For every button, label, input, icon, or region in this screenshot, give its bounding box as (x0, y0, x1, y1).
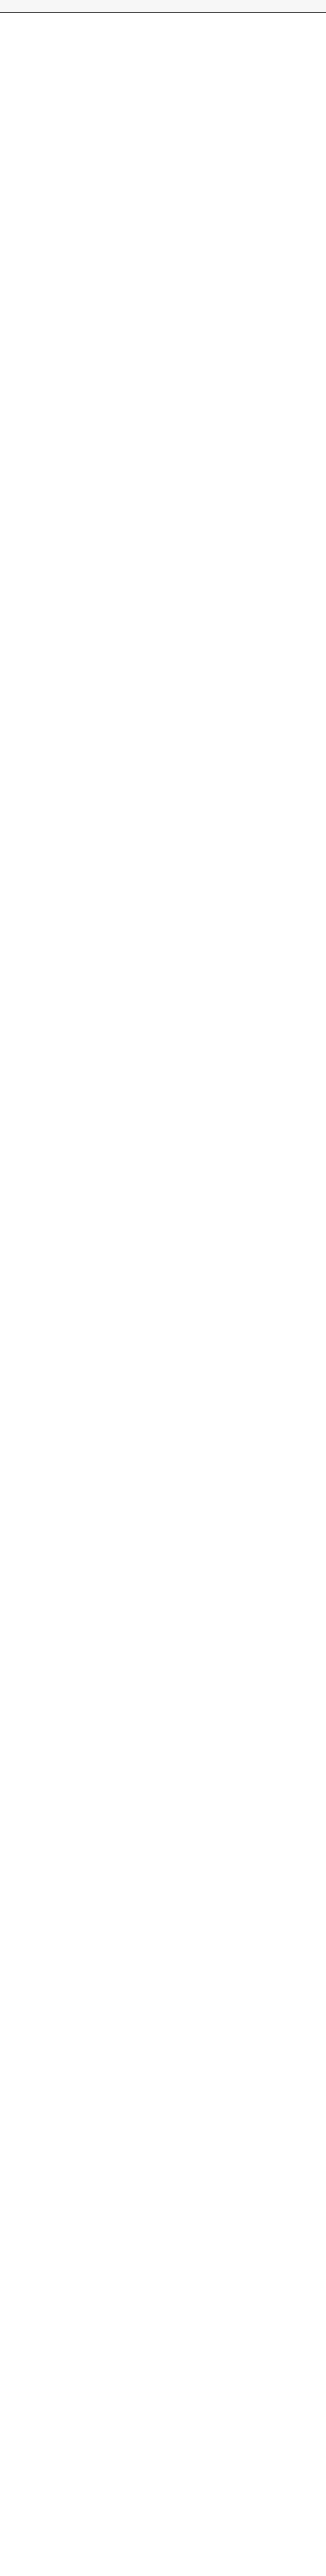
header-col-title (67, 0, 101, 12)
header-col-id (23, 0, 64, 12)
header-col-desc (145, 0, 321, 12)
patent-table (0, 12, 326, 2576)
header-col-applicant (104, 0, 142, 12)
header-num-label (2, 0, 20, 12)
table-header (0, 0, 326, 13)
